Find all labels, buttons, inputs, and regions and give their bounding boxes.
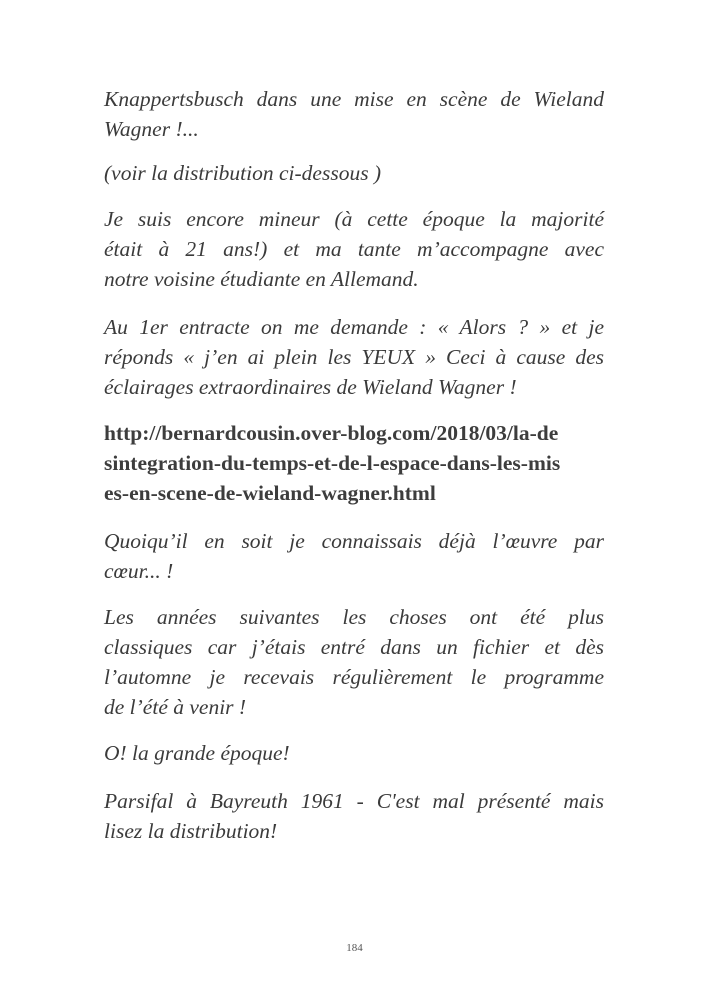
paragraph-line: Les années suivantes les choses ont été plus [104, 605, 604, 629]
paragraph-line: cœur... ! [104, 559, 174, 583]
paragraph-line: l’automne je recevais régulièrement le programme [104, 665, 604, 689]
paragraph-line: O! la grande époque! [104, 741, 290, 765]
paragraph-line: notre voisine étudiante en Allemand. [104, 267, 419, 291]
blog-link[interactable] [104, 418, 604, 508]
paragraph-line: (voir la distribution ci-dessous ) [104, 161, 382, 185]
paragraph-line: Wagner !... [104, 117, 199, 141]
paragraph-line: Quoiqu’il en soit je connaissais déjà l’œuvre par [104, 529, 604, 553]
paragraph-line: Je suis encore mineur (à cette époque la majorité [104, 207, 604, 231]
page-number: 184 [346, 942, 363, 954]
paragraph-7 [104, 602, 604, 722]
paragraph-line: lisez la distribution! [104, 819, 278, 843]
paragraph-2 [104, 158, 604, 188]
paragraph-line: Knappertsbusch dans une mise en scène de Wieland [104, 87, 604, 111]
paragraph-line: classiques car j’étais entré dans un fichier et dès [104, 635, 604, 659]
paragraph-6 [104, 526, 604, 586]
paragraph-9 [104, 786, 604, 846]
paragraph-line: Au 1er entracte on me demande : « Alors ? » et je [104, 315, 604, 339]
paragraph-line: Parsifal à Bayreuth 1961 - C'est mal présenté mais [104, 789, 604, 813]
link-line[interactable]: http://bernardcousin.over-blog.com/2018/03/la-de [104, 421, 559, 445]
paragraph-line: réponds « j’en ai plein les YEUX » Ceci à cause des [104, 345, 604, 369]
paragraph-line: éclairages extraordinaires de Wieland Wagner ! [104, 375, 517, 399]
paragraph-line: était à 21 ans!) et ma tante m’accompagne avec [104, 237, 604, 261]
link-line[interactable]: sintegration-du-temps-et-de-l-espace-dans-les-mis [104, 451, 561, 475]
paragraph-line: de l’été à venir ! [104, 695, 247, 719]
paragraph-4 [104, 312, 604, 402]
paragraph-1 [104, 84, 604, 144]
link-line[interactable]: es-en-scene-de-wieland-wagner.html [104, 481, 436, 505]
paragraph-3 [104, 204, 604, 294]
paragraph-8 [104, 738, 604, 768]
